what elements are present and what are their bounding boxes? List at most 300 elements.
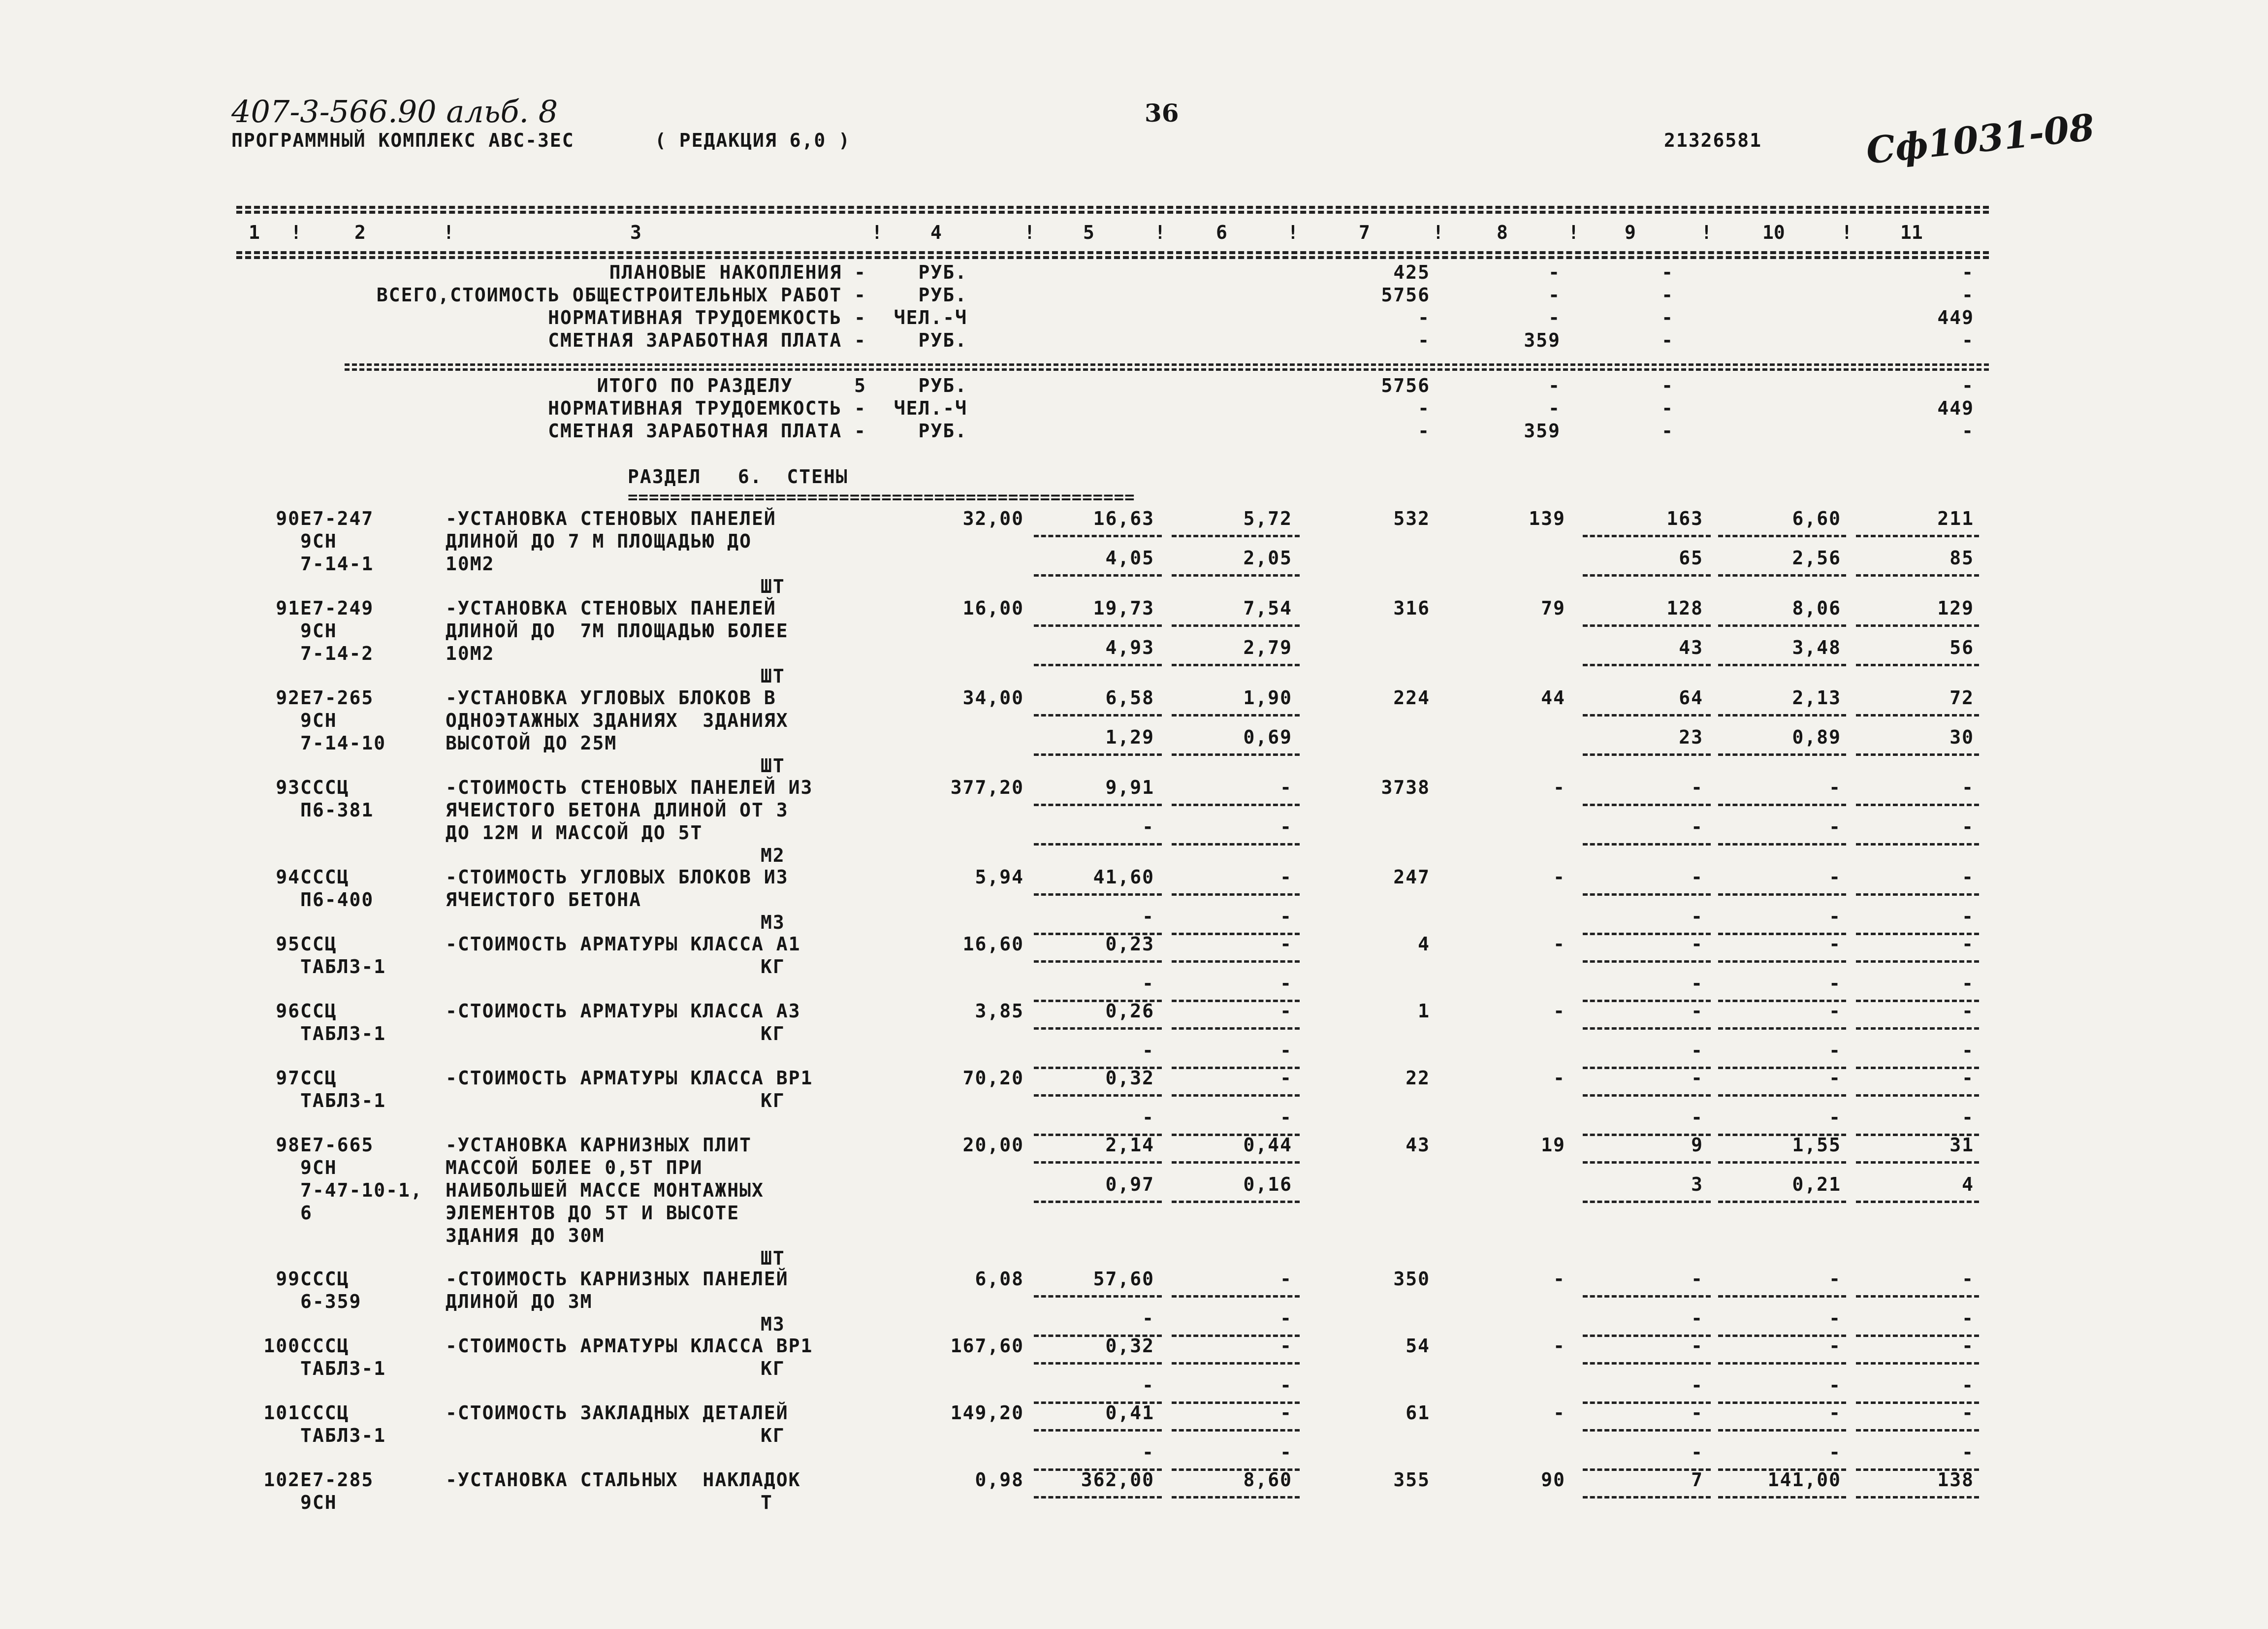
row-lower-value-c5: 1,29 xyxy=(1105,726,1154,748)
row-value-c5: 16,63 xyxy=(1093,508,1154,529)
summary-col9: - xyxy=(1661,284,1674,306)
row-lower-value-c10: - xyxy=(1829,1374,1841,1396)
column-number: 9 xyxy=(1625,222,1636,243)
summary-label: ПЛАНОВЫЕ НАКОПЛЕНИЯ - xyxy=(609,261,866,283)
row-value-c7: 61 xyxy=(1406,1402,1430,1424)
row-code: СССЦ xyxy=(300,866,350,888)
summary-col7: 425 xyxy=(1393,261,1430,283)
value-separator-line xyxy=(1856,1496,1979,1499)
value-separator-line xyxy=(1718,1201,1846,1203)
value-separator-line xyxy=(1718,1295,1846,1298)
value-separator-line xyxy=(1718,843,1846,846)
row-value-c11: 211 xyxy=(1937,508,1974,529)
row-description: НАИБОЛЬШЕЙ МАССЕ МОНТАЖНЫХ xyxy=(446,1179,764,1201)
row-value-c5: 2,14 xyxy=(1105,1134,1154,1156)
row-lower-value-c9: - xyxy=(1691,816,1703,838)
row-value-c5: 9,91 xyxy=(1105,777,1154,798)
value-separator-line xyxy=(1172,843,1300,846)
header-rule-top-2 xyxy=(236,211,1989,214)
value-separator-line xyxy=(1172,893,1300,896)
row-lower-value-c5: - xyxy=(1142,1441,1154,1463)
row-unit: КГ xyxy=(761,1023,785,1044)
row-lower-value-c10: 3,48 xyxy=(1792,637,1841,658)
row-value-c11: - xyxy=(1962,866,1974,888)
row-value-c8: - xyxy=(1553,777,1565,798)
value-separator-line xyxy=(1034,1161,1162,1164)
row-unit: ШТ xyxy=(761,755,785,777)
row-lower-value-c6: 0,16 xyxy=(1243,1173,1292,1195)
value-separator-line xyxy=(1583,1201,1711,1203)
value-separator-line xyxy=(1583,1094,1711,1097)
summary-col11: - xyxy=(1962,284,1974,306)
column-number: 4 xyxy=(930,222,942,243)
column-separator: ! xyxy=(1568,222,1579,243)
row-code: 7-47-10-1, xyxy=(300,1179,423,1201)
summary-col8: 359 xyxy=(1524,420,1561,442)
row-unit: М3 xyxy=(761,1313,785,1335)
summary-label: ВСЕГО,СТОИМОСТЬ ОБЩЕСТРОИТЕЛЬНЫХ РАБОТ - xyxy=(376,284,866,306)
column-separator: ! xyxy=(1841,222,1853,243)
row-value-c7: 316 xyxy=(1393,597,1430,619)
row-lower-value-c6: - xyxy=(1280,1307,1292,1329)
summary-col9: - xyxy=(1661,420,1674,442)
row-lower-value-c11: 30 xyxy=(1949,726,1974,748)
row-unit: КГ xyxy=(761,1358,785,1379)
summary-col9: - xyxy=(1661,375,1674,396)
row-value-c6: - xyxy=(1280,1402,1292,1424)
row-lower-value-c9: 65 xyxy=(1679,547,1703,569)
value-separator-line xyxy=(1856,574,1979,577)
row-value-c10: 8,06 xyxy=(1792,597,1841,619)
value-separator-line xyxy=(1583,574,1711,577)
row-description: -СТОИМОСТЬ ЗАКЛАДНЫХ ДЕТАЛЕЙ xyxy=(446,1402,789,1424)
summary-unit: РУБ. xyxy=(918,284,967,306)
column-number: 11 xyxy=(1900,222,1923,243)
row-code: П6-400 xyxy=(300,889,374,911)
row-description: МАССОЙ БОЛЕЕ 0,5Т ПРИ xyxy=(446,1157,703,1178)
program-title: ПРОГРАММНЫЙ КОМПЛЕКС АВС-3ЕС xyxy=(231,130,575,151)
summary-label: СМЕТНАЯ ЗАРАБОТНАЯ ПЛАТА - xyxy=(548,420,866,442)
row-value-c5: 41,60 xyxy=(1093,866,1154,888)
row-value-c10: - xyxy=(1829,777,1841,798)
value-separator-line xyxy=(1172,1201,1300,1203)
row-lower-value-c11: - xyxy=(1962,1441,1974,1463)
row-unit: КГ xyxy=(761,1425,785,1446)
summary-unit: РУБ. xyxy=(918,261,967,283)
value-separator-line xyxy=(1583,893,1711,896)
row-value-c7: 1 xyxy=(1418,1000,1430,1022)
value-separator-line xyxy=(1034,960,1162,963)
row-value-c5: 362,00 xyxy=(1081,1469,1154,1491)
row-code: ССЦ xyxy=(300,1067,337,1089)
summary-col11: - xyxy=(1962,375,1974,396)
row-lower-value-c10: - xyxy=(1829,816,1841,838)
row-value-c11: 138 xyxy=(1937,1469,1974,1491)
summary-col8: - xyxy=(1548,375,1561,396)
row-lower-value-c9: - xyxy=(1691,906,1703,927)
value-separator-line xyxy=(1718,574,1846,577)
row-value-c7: 247 xyxy=(1393,866,1430,888)
row-lower-value-c5: - xyxy=(1142,906,1154,927)
value-separator-line xyxy=(1172,960,1300,963)
row-description: -УСТАНОВКА КАРНИЗНЫХ ПЛИТ xyxy=(446,1134,752,1156)
row-code: СССЦ xyxy=(300,1402,350,1424)
row-value-c4: 16,60 xyxy=(962,933,1024,955)
row-lower-value-c9: - xyxy=(1691,1307,1703,1329)
row-lower-value-c9: - xyxy=(1691,1107,1703,1128)
column-separator: ! xyxy=(1433,222,1444,243)
handwritten-stamp: Сф1031-08 xyxy=(1864,106,2097,173)
row-number: 98 xyxy=(276,1134,300,1156)
row-value-c4: 0,98 xyxy=(975,1469,1024,1491)
row-value-c8: - xyxy=(1553,1335,1565,1357)
row-value-c6: 8,60 xyxy=(1243,1469,1292,1491)
row-unit: КГ xyxy=(761,956,785,977)
column-number: 2 xyxy=(354,222,366,243)
row-code: ТАБЛ3-1 xyxy=(300,1425,386,1446)
row-value-c6: - xyxy=(1280,1268,1292,1290)
row-value-c9: 64 xyxy=(1679,687,1703,709)
summary-col8: - xyxy=(1548,284,1561,306)
row-description: ОДНОЭТАЖНЫХ ЗДАНИЯХ ЗДАНИЯХ xyxy=(446,710,789,731)
value-separator-line xyxy=(1034,893,1162,896)
value-separator-line xyxy=(1856,1335,1979,1337)
row-unit: ШТ xyxy=(761,576,785,597)
row-description: 10М2 xyxy=(446,553,495,575)
value-separator-line xyxy=(1172,1429,1300,1432)
row-lower-value-c9: - xyxy=(1691,1441,1703,1463)
row-value-c5: 0,32 xyxy=(1105,1067,1154,1089)
row-unit: М3 xyxy=(761,912,785,933)
row-description: ДЛИНОЙ ДО 3М xyxy=(446,1291,593,1312)
row-value-c11: - xyxy=(1962,1067,1974,1089)
row-unit: КГ xyxy=(761,1090,785,1111)
value-separator-line xyxy=(1034,1362,1162,1365)
value-separator-line xyxy=(1583,714,1711,717)
row-description: ДО 12М И МАССОЙ ДО 5Т xyxy=(446,822,703,844)
row-code: ССЦ xyxy=(300,1000,337,1022)
row-lower-value-c11: 4 xyxy=(1962,1173,1974,1195)
value-separator-line xyxy=(1583,624,1711,627)
row-description: ЯЧЕИСТОГО БЕТОНА ДЛИНОЙ ОТ 3 xyxy=(446,799,789,821)
row-value-c10: - xyxy=(1829,1067,1841,1089)
value-separator-line xyxy=(1718,1496,1846,1499)
row-lower-value-c6: 2,79 xyxy=(1243,637,1292,658)
row-lower-value-c9: 43 xyxy=(1679,637,1703,658)
row-lower-value-c11: 85 xyxy=(1949,547,1974,569)
row-value-c6: - xyxy=(1280,1000,1292,1022)
row-description: ДЛИНОЙ ДО 7М ПЛОЩАДЬЮ БОЛЕЕ xyxy=(446,620,789,642)
value-separator-line xyxy=(1172,714,1300,717)
row-lower-value-c5: - xyxy=(1142,1107,1154,1128)
value-separator-line xyxy=(1856,1000,1979,1002)
row-lower-value-c9: 23 xyxy=(1679,726,1703,748)
row-description: -УСТАНОВКА УГЛОВЫХ БЛОКОВ В xyxy=(446,687,776,709)
row-value-c8: - xyxy=(1553,1067,1565,1089)
row-value-c10: 141,00 xyxy=(1767,1469,1841,1491)
column-separator: ! xyxy=(1701,222,1712,243)
row-code: П6-381 xyxy=(300,799,374,821)
value-separator-line xyxy=(1856,1161,1979,1164)
row-value-c10: 2,13 xyxy=(1792,687,1841,709)
value-separator-line xyxy=(1856,1094,1979,1097)
row-code: 9СН xyxy=(300,710,337,731)
row-lower-value-c10: 2,56 xyxy=(1792,547,1841,569)
value-separator-line xyxy=(1856,933,1979,935)
value-separator-line xyxy=(1856,753,1979,756)
row-value-c8: 79 xyxy=(1541,597,1565,619)
row-description: ЭЛЕМЕНТОВ ДО 5Т И ВЫСОТЕ xyxy=(446,1202,740,1224)
value-separator-line xyxy=(1583,960,1711,963)
summary-col7: 5756 xyxy=(1381,375,1430,396)
row-value-c11: 31 xyxy=(1949,1134,1974,1156)
column-number: 8 xyxy=(1497,222,1508,243)
row-code: 9СН xyxy=(300,530,337,552)
row-number: 96 xyxy=(276,1000,300,1022)
row-lower-value-c6: 2,05 xyxy=(1243,547,1292,569)
row-code: 9СН xyxy=(300,1157,337,1178)
row-code: ТАБЛ3-1 xyxy=(300,956,386,977)
row-lower-value-c10: 0,21 xyxy=(1792,1173,1841,1195)
row-lower-value-c6: - xyxy=(1280,1374,1292,1396)
summary-col8: - xyxy=(1548,307,1561,328)
row-description: ЗДАНИЯ ДО 30М xyxy=(446,1225,605,1246)
value-separator-line xyxy=(1856,1067,1979,1069)
row-lower-value-c10: - xyxy=(1829,906,1841,927)
summary-label: НОРМАТИВНАЯ ТРУДОЕМКОСТЬ - xyxy=(548,307,866,328)
value-separator-line xyxy=(1856,1401,1979,1404)
row-description: -СТОИМОСТЬ АРМАТУРЫ КЛАССА ВР1 xyxy=(446,1067,813,1089)
row-value-c6: - xyxy=(1280,866,1292,888)
row-value-c4: 6,08 xyxy=(975,1268,1024,1290)
value-separator-line xyxy=(1172,1027,1300,1030)
summary-rule xyxy=(345,363,1989,366)
row-code: Е7-265 xyxy=(300,687,374,709)
row-lower-value-c10: - xyxy=(1829,1441,1841,1463)
row-lower-value-c6: - xyxy=(1280,1441,1292,1463)
row-code: 6 xyxy=(300,1202,313,1224)
column-separator: ! xyxy=(1154,222,1166,243)
value-separator-line xyxy=(1583,1496,1711,1499)
row-value-c8: - xyxy=(1553,1402,1565,1424)
row-lower-value-c5: 4,93 xyxy=(1105,637,1154,658)
row-unit: Т xyxy=(761,1492,773,1513)
row-value-c7: 355 xyxy=(1393,1469,1430,1491)
value-separator-line xyxy=(1583,1362,1711,1365)
row-value-c10: 6,60 xyxy=(1792,508,1841,529)
row-value-c7: 224 xyxy=(1393,687,1430,709)
row-lower-value-c9: - xyxy=(1691,973,1703,994)
summary-unit: РУБ. xyxy=(918,329,967,351)
value-separator-line xyxy=(1172,574,1300,577)
value-separator-line xyxy=(1583,1161,1711,1164)
column-number: 3 xyxy=(630,222,641,243)
value-separator-line xyxy=(1034,714,1162,717)
value-separator-line xyxy=(1583,664,1711,666)
value-separator-line xyxy=(1856,960,1979,963)
row-value-c7: 532 xyxy=(1393,508,1430,529)
row-code: Е7-665 xyxy=(300,1134,374,1156)
value-separator-line xyxy=(1718,1161,1846,1164)
row-value-c11: - xyxy=(1962,1268,1974,1290)
row-number: 97 xyxy=(276,1067,300,1089)
row-lower-value-c11: - xyxy=(1962,1307,1974,1329)
value-separator-line xyxy=(1034,1429,1162,1432)
value-separator-line xyxy=(1172,1362,1300,1365)
row-description: -СТОИМОСТЬ АРМАТУРЫ КЛАССА А1 xyxy=(446,933,801,955)
row-lower-value-c10: - xyxy=(1829,1040,1841,1061)
value-separator-line xyxy=(1856,535,1979,537)
summary-col11: - xyxy=(1962,329,1974,351)
value-separator-line xyxy=(1718,1362,1846,1365)
row-value-c5: 0,41 xyxy=(1105,1402,1154,1424)
summary-col8: 359 xyxy=(1524,329,1561,351)
row-description: ДЛИНОЙ ДО 7 М ПЛОЩАДЬЮ ДО xyxy=(446,530,752,552)
row-value-c7: 3738 xyxy=(1381,777,1430,798)
row-lower-value-c10: 0,89 xyxy=(1792,726,1841,748)
row-code: ТАБЛ3-1 xyxy=(300,1358,386,1379)
row-description: -УСТАНОВКА СТЕНОВЫХ ПАНЕЛЕЙ xyxy=(446,597,776,619)
header-rule-bottom-2 xyxy=(236,256,1989,259)
row-number: 94 xyxy=(276,866,300,888)
value-separator-line xyxy=(1718,1094,1846,1097)
row-code: СССЦ xyxy=(300,1335,350,1357)
summary-unit: РУБ. xyxy=(918,420,967,442)
value-separator-line xyxy=(1718,1067,1846,1069)
summary-rule-2 xyxy=(345,368,1989,371)
row-value-c9: 163 xyxy=(1666,508,1703,529)
row-lower-value-c10: - xyxy=(1829,1107,1841,1128)
row-lower-value-c5: - xyxy=(1142,1374,1154,1396)
summary-label: ИТОГО ПО РАЗДЕЛУ 5 xyxy=(597,375,866,396)
value-separator-line xyxy=(1856,843,1979,846)
summary-col8: - xyxy=(1548,261,1561,283)
value-separator-line xyxy=(1034,535,1162,537)
summary-col8: - xyxy=(1548,397,1561,419)
row-value-c10: - xyxy=(1829,1268,1841,1290)
row-value-c5: 0,23 xyxy=(1105,933,1154,955)
row-code: СССЦ xyxy=(300,777,350,798)
row-lower-value-c5: - xyxy=(1142,973,1154,994)
summary-col11: - xyxy=(1962,420,1974,442)
column-number: 10 xyxy=(1762,222,1785,243)
value-separator-line xyxy=(1172,1161,1300,1164)
column-separator: ! xyxy=(1287,222,1299,243)
row-value-c4: 70,20 xyxy=(962,1067,1024,1089)
row-value-c10: - xyxy=(1829,1402,1841,1424)
row-number: 101 xyxy=(263,1402,300,1424)
row-value-c5: 0,26 xyxy=(1105,1000,1154,1022)
row-value-c8: - xyxy=(1553,1268,1565,1290)
row-value-c8: 19 xyxy=(1541,1134,1565,1156)
row-value-c7: 54 xyxy=(1406,1335,1430,1357)
value-separator-line xyxy=(1718,1027,1846,1030)
row-description: -СТОИМОСТЬ КАРНИЗНЫХ ПАНЕЛЕЙ xyxy=(446,1268,789,1290)
row-value-c6: 7,54 xyxy=(1243,597,1292,619)
row-description: -СТОИМОСТЬ АРМАТУРЫ КЛАССА А3 xyxy=(446,1000,801,1022)
column-number: 7 xyxy=(1359,222,1370,243)
value-separator-line xyxy=(1718,933,1846,935)
row-value-c9: - xyxy=(1691,1000,1703,1022)
row-lower-value-c11: - xyxy=(1962,816,1974,838)
row-lower-value-c5: - xyxy=(1142,1040,1154,1061)
row-value-c4: 5,94 xyxy=(975,866,1024,888)
value-separator-line xyxy=(1583,843,1711,846)
row-value-c11: - xyxy=(1962,1402,1974,1424)
row-value-c10: - xyxy=(1829,1335,1841,1357)
row-description: -УСТАНОВКА СТЕНОВЫХ ПАНЕЛЕЙ xyxy=(446,508,776,529)
row-value-c4: 149,20 xyxy=(950,1402,1024,1424)
row-number: 92 xyxy=(276,687,300,709)
row-value-c9: - xyxy=(1691,1402,1703,1424)
row-lower-value-c10: - xyxy=(1829,973,1841,994)
row-value-c9: - xyxy=(1691,1268,1703,1290)
column-number: 6 xyxy=(1216,222,1227,243)
row-description: ЯЧЕИСТОГО БЕТОНА xyxy=(446,889,642,911)
row-description: -СТОИМОСТЬ АРМАТУРЫ КЛАССА ВР1 xyxy=(446,1335,813,1357)
value-separator-line xyxy=(1034,1496,1162,1499)
value-separator-line xyxy=(1034,624,1162,627)
row-number: 102 xyxy=(263,1469,300,1491)
row-number: 99 xyxy=(276,1268,300,1290)
row-value-c5: 6,58 xyxy=(1105,687,1154,709)
value-separator-line xyxy=(1034,1201,1162,1203)
summary-col7: - xyxy=(1418,420,1430,442)
row-value-c4: 16,00 xyxy=(962,597,1024,619)
value-separator-line xyxy=(1718,664,1846,666)
row-value-c4: 3,85 xyxy=(975,1000,1024,1022)
value-separator-line xyxy=(1583,1295,1711,1298)
row-value-c6: - xyxy=(1280,933,1292,955)
row-code: 6-359 xyxy=(300,1291,362,1312)
summary-col7: - xyxy=(1418,329,1430,351)
summary-label: НОРМАТИВНАЯ ТРУДОЕМКОСТЬ - xyxy=(548,397,866,419)
column-separator: ! xyxy=(443,222,454,243)
column-number: 1 xyxy=(249,222,260,243)
row-lower-value-c6: 0,69 xyxy=(1243,726,1292,748)
row-value-c6: - xyxy=(1280,777,1292,798)
summary-col7: 5756 xyxy=(1381,284,1430,306)
row-lower-value-c11: - xyxy=(1962,973,1974,994)
value-separator-line xyxy=(1034,1027,1162,1030)
value-separator-line xyxy=(1172,624,1300,627)
row-lower-value-c5: 0,97 xyxy=(1105,1173,1154,1195)
value-separator-line xyxy=(1718,753,1846,756)
page-number: 36 xyxy=(1145,98,1179,128)
value-separator-line xyxy=(1034,1094,1162,1097)
summary-col9: - xyxy=(1661,307,1674,328)
document-code: 21326581 xyxy=(1664,130,1762,151)
row-value-c9: - xyxy=(1691,933,1703,955)
value-separator-line xyxy=(1583,1429,1711,1432)
row-lower-value-c9: 3 xyxy=(1691,1173,1703,1195)
row-number: 100 xyxy=(263,1335,300,1357)
row-lower-value-c11: - xyxy=(1962,906,1974,927)
row-unit: ШТ xyxy=(761,665,785,687)
summary-col7: - xyxy=(1418,397,1430,419)
row-value-c11: - xyxy=(1962,1000,1974,1022)
row-value-c9: - xyxy=(1691,1067,1703,1089)
value-separator-line xyxy=(1034,843,1162,846)
row-lower-value-c9: - xyxy=(1691,1040,1703,1061)
row-code: Е7-247 xyxy=(300,508,374,529)
header-rule-bottom xyxy=(236,251,1989,254)
row-code: 9СН xyxy=(300,1492,337,1513)
value-separator-line xyxy=(1718,893,1846,896)
row-value-c9: - xyxy=(1691,866,1703,888)
row-value-c8: - xyxy=(1553,1000,1565,1022)
value-separator-line xyxy=(1172,664,1300,666)
